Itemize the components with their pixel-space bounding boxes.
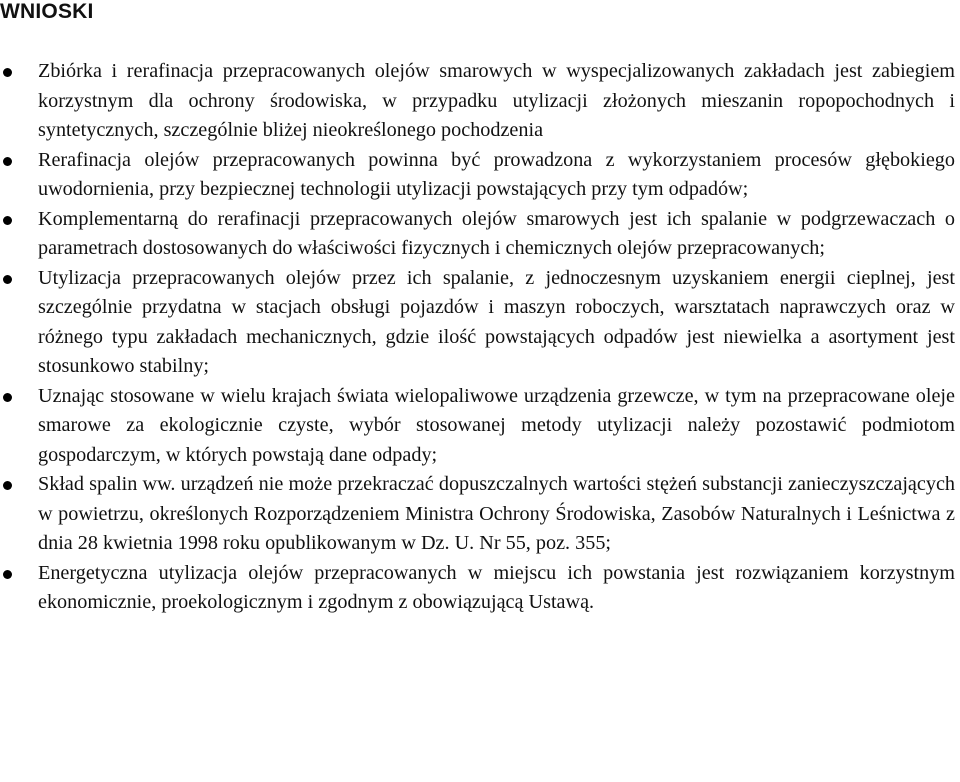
conclusion-text-6: Skład spalin ww. urządzeń nie może przekraczać dopuszczalnych wartości stężeń substancji zanieczyszczających w powietrzu, określonych Rozporządzeniem Ministra Ochrony Środowiska, Zasobów Naturalnych i Leśnictwa z dnia 28 kwietnia 1998 roku opublikowanym w Dz. U. Nr 55, poz. 355;: [38, 473, 955, 554]
bullet-icon: [3, 157, 12, 166]
bullet-icon: [3, 481, 12, 490]
conclusion-item-7: [0, 559, 955, 618]
conclusion-text-5: Uznając stosowane w wielu krajach świata wielopaliwowe urządzenia grzewcze, w tym na przepracowane oleje smarowe za ekologicznie czyste, wybór stosowanej metody utylizacji należy pozostawić podmiotom gospodarczym, w których powstają dane odpady;: [38, 384, 955, 466]
conclusion-item-3: [0, 205, 955, 264]
conclusion-item-1: [0, 57, 955, 146]
conclusion-item-6: [0, 470, 955, 559]
bullet-icon: [3, 393, 12, 402]
conclusion-item-5: [0, 382, 955, 471]
conclusion-text-1: Zbiórka i rerafinacja przepracowanych olejów smarowych w wyspecjalizowanych zakładach jest zabiegiem korzystnym dla ochrony środowiska, w przypadku utylizacji złożonych mieszanin ropopochodnych i syntetycznych, szczególnie bliżej nieokreślonego pochodzenia: [38, 60, 955, 141]
conclusion-text-3: Komplementarną do rerafinacji przepracowanych olejów smarowych jest ich spalanie w podgrzewaczach o parametrach dostosowanych do właściwości fizycznych i chemicznych olejów przepracowanych;: [38, 207, 955, 259]
conclusions-list: [0, 57, 955, 618]
conclusion-text-7: Energetyczna utylizacja olejów przepracowanych w miejscu ich powstania jest rozwiązaniem korzystnym ekonomicznie, proekologicznym i zgodnym z obowiązującą Ustawą.: [38, 561, 955, 613]
conclusion-text-4: Utylizacja przepracowanych olejów przez ich spalanie, z jednoczesnym uzyskaniem energii cieplnej, jest szczególnie przydatna w stacjach obsługi pojazdów i maszyn roboczych, warsztatach naprawczych oraz w różnego typu zakładach mechanicznych, gdzie ilość powstających odpadów jest niewielka a asortyment jest stosunkowo stabilny;: [38, 266, 955, 377]
bullet-icon: [3, 275, 12, 284]
bullet-icon: [3, 68, 12, 77]
bullet-icon: [3, 570, 12, 579]
conclusion-item-4: [0, 264, 955, 382]
section-heading: WNIOSKI: [0, 0, 94, 23]
bullet-icon: [3, 216, 12, 225]
conclusion-item-2: [0, 146, 955, 205]
conclusion-text-2: Rerafinacja olejów przepracowanych powinna być prowadzona z wykorzystaniem procesów głębokiego uwodornienia, przy bezpiecznej technologii utylizacji powstających przy tym odpadów;: [38, 148, 955, 200]
